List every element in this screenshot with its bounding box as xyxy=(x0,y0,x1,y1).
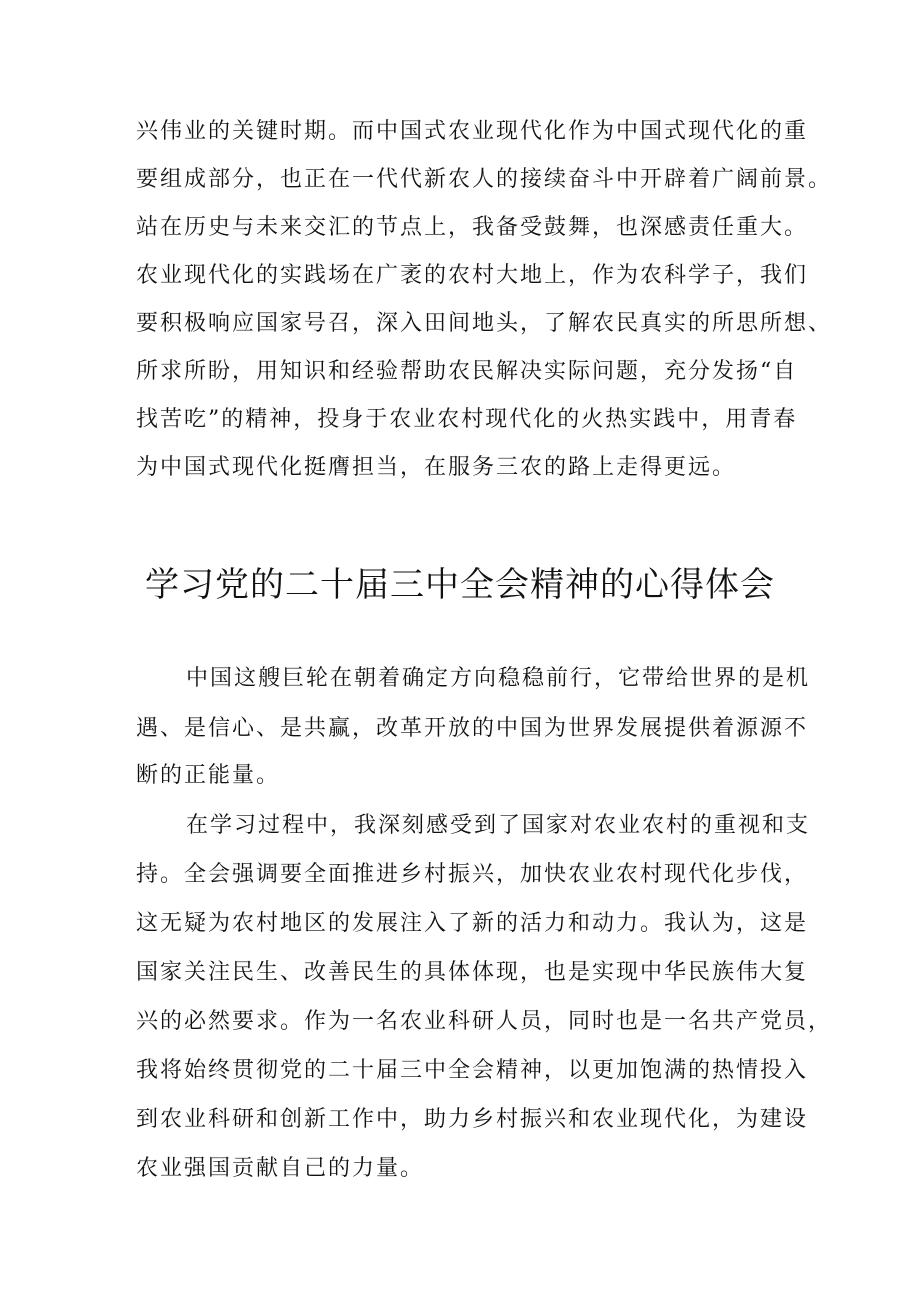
continuation-line: 找苦吃”的精神，投身于农业农村现代化的火热实践中，用青春 xyxy=(136,407,798,432)
paragraph-line: 我将始终贯彻党的二十届三中全会精神，以更加饱满的热情投入 xyxy=(136,1058,809,1083)
paragraph-line: 到农业科研和创新工作中，助力乡村振兴和农业现代化，为建设 xyxy=(136,1107,809,1132)
paragraph-line: 遇、是信心、是共赢，改革开放的中国为世界发展提供着源源不 xyxy=(136,716,809,741)
paragraph-line: 这无疑为农村地区的发展注入了新的活力和动力。我认为，这是 xyxy=(136,911,809,936)
paragraph-line: 断的正能量。 xyxy=(136,763,281,788)
paragraph-line: 兴的必然要求。作为一名农业科研人员，同时也是一名共产党员， xyxy=(136,1009,833,1034)
continuation-line: 为中国式现代化挺膺担当，在服务三农的路上走得更远。 xyxy=(136,455,737,480)
paragraph-line: 持。全会强调要全面推进乡村振兴，加快农业农村现代化步伐， xyxy=(136,862,809,887)
paragraph-line: 国家关注民生、改善民生的具体体现，也是实现中华民族伟大复 xyxy=(136,960,809,985)
paragraph-line: 农业强国贡献自己的力量。 xyxy=(136,1156,425,1181)
paragraph-line: 中国这艘巨轮在朝着确定方向稳稳前行，它带给世界的是机 xyxy=(186,666,811,691)
continuation-line: 要积极响应国家号召，深入田间地头，了解农民真实的所思所想、 xyxy=(136,311,833,336)
continuation-line: 所求所盼，用知识和经验帮助农民解决实际问题，充分发扬“自 xyxy=(136,359,798,384)
continuation-line: 兴伟业的关键时期。而中国式农业现代化作为中国式现代化的重 xyxy=(136,119,809,144)
continuation-line: 农业现代化的实践场在广袤的农村大地上，作为农科学子，我们 xyxy=(136,263,809,288)
article-title: 学习党的二十届三中全会精神的心得体会 xyxy=(145,565,775,605)
continuation-line: 要组成部分，也正在一代代新农人的接续奋斗中开辟着广阔前景。 xyxy=(136,167,833,192)
continuation-line: 站在历史与未来交汇的节点上，我备受鼓舞，也深感责任重大。 xyxy=(136,215,809,240)
paragraph-line: 在学习过程中，我深刻感受到了国家对农业农村的重视和支 xyxy=(186,813,811,838)
